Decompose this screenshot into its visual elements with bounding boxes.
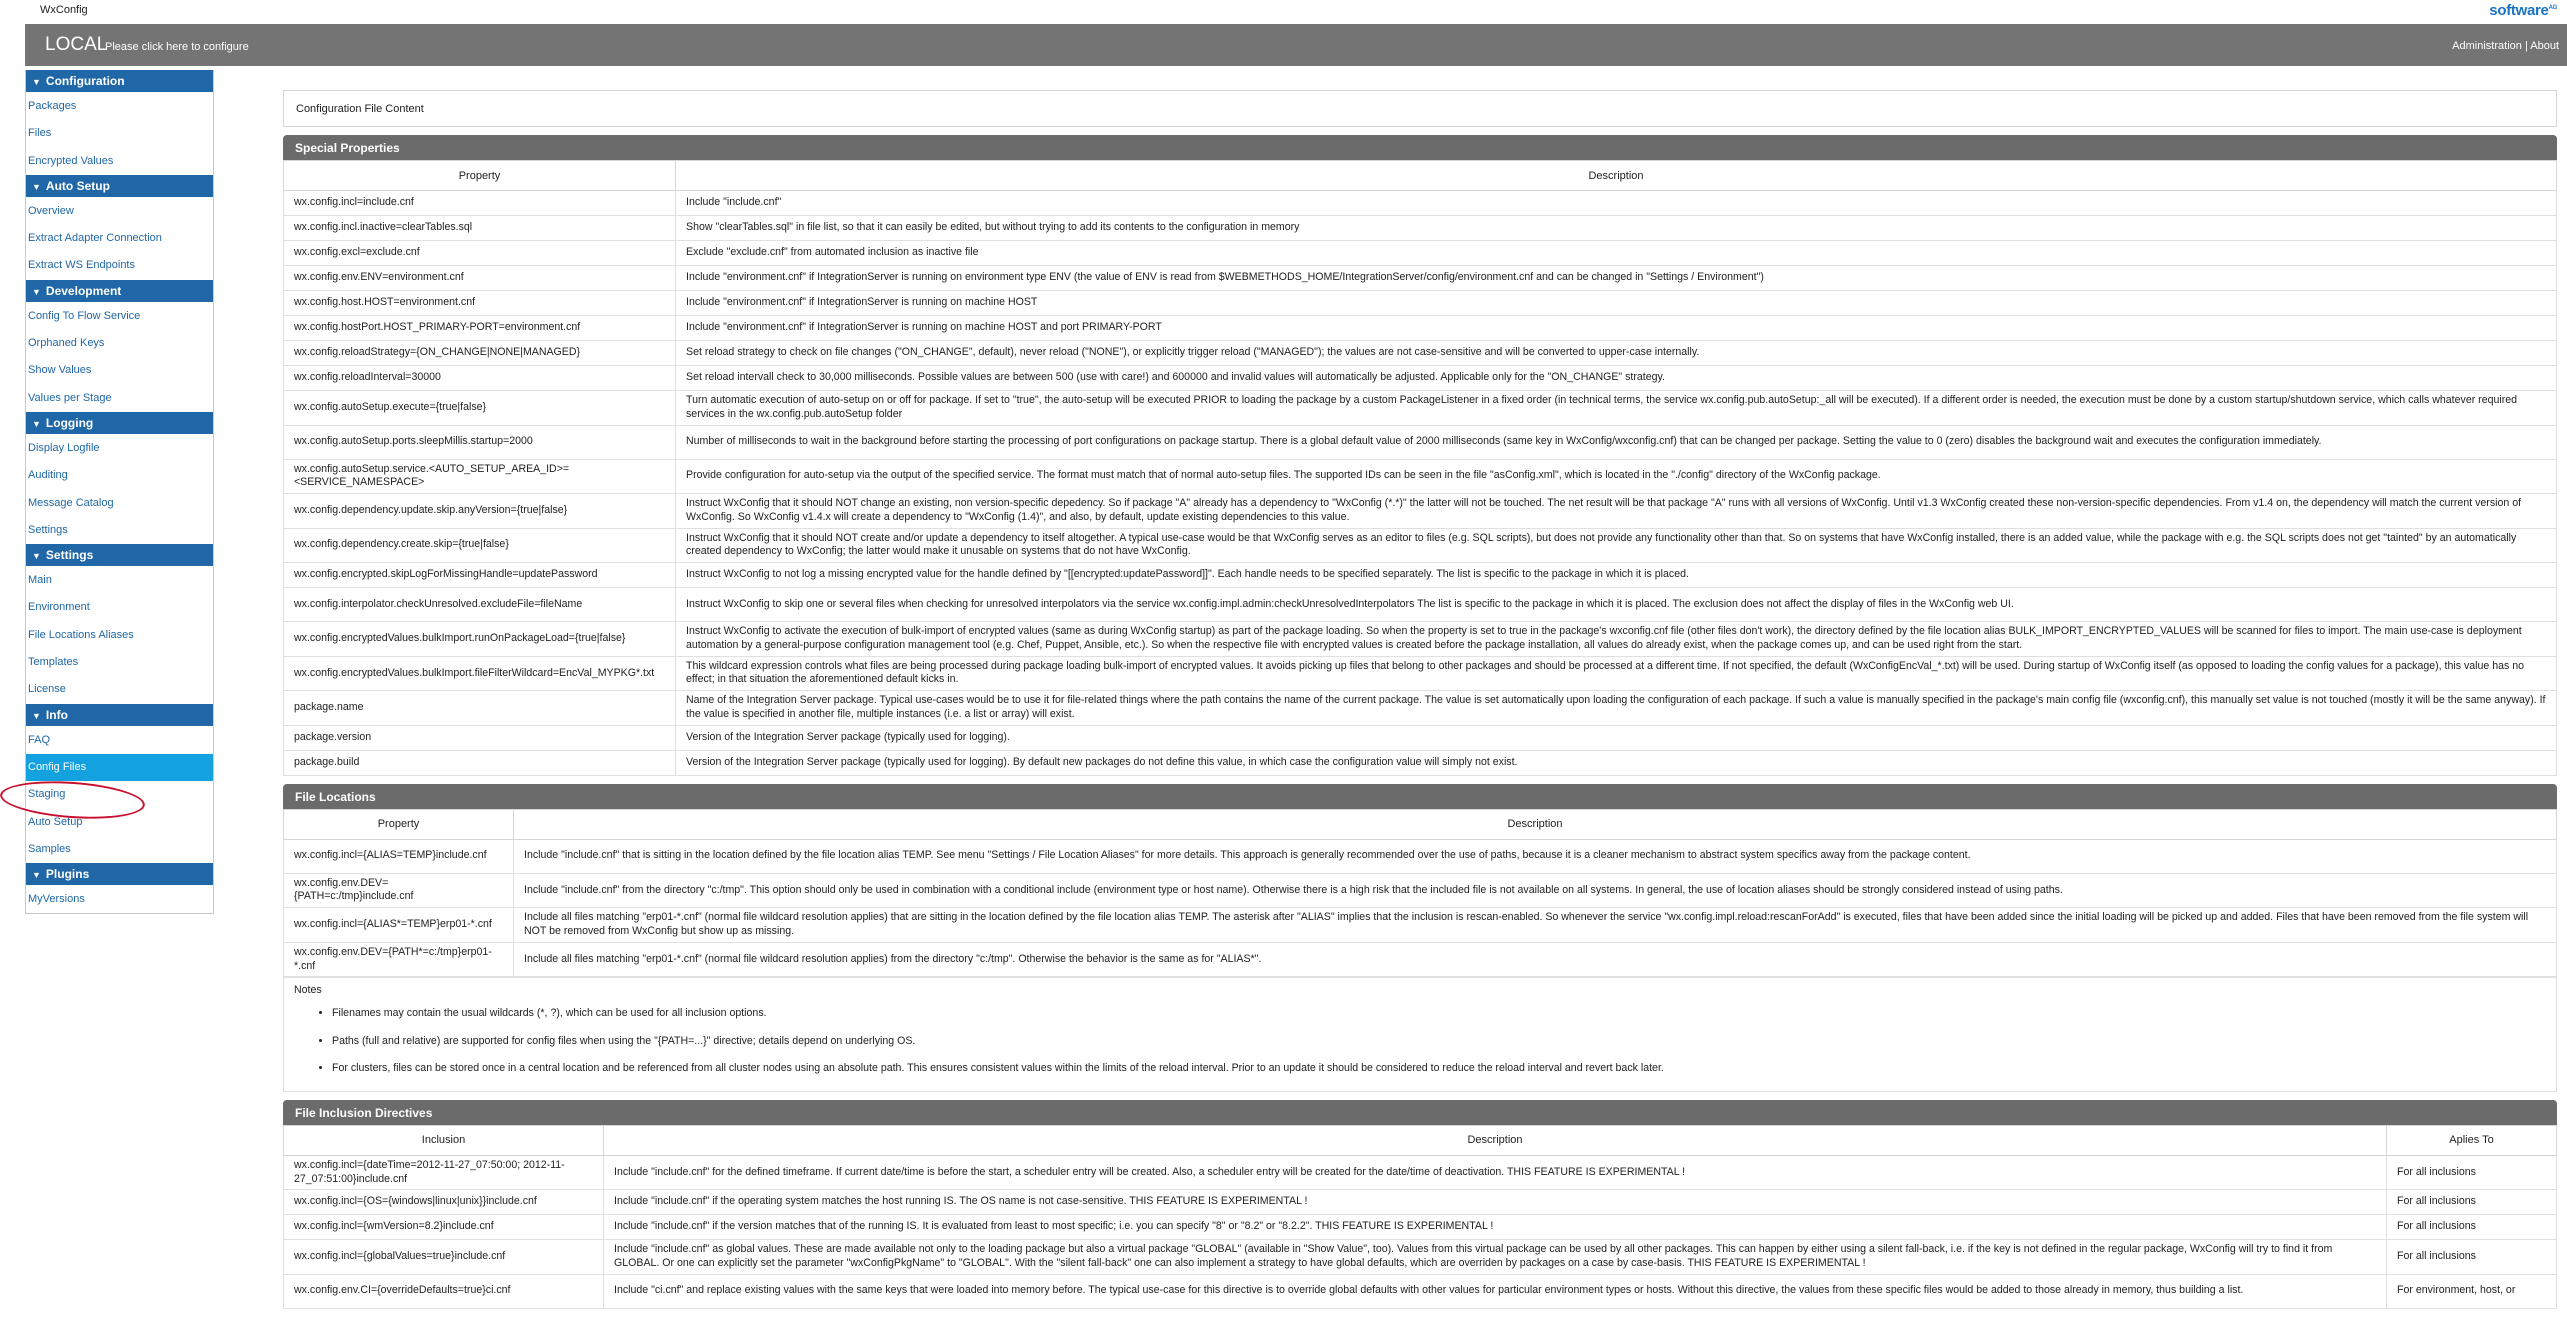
file-inclusion-section <box>283 1100 2557 1309</box>
description-cell: Version of the Integration Server package (typically used for logging). By default new packages do not define this value, in which case the configuration value will simply not exist. <box>676 750 2557 775</box>
configure-link[interactable]: Please click here to configure <box>105 41 249 53</box>
table-row <box>284 656 2557 691</box>
sidebar-item-faq[interactable]: FAQ <box>28 733 51 746</box>
content-title: Configuration File Content <box>283 90 2557 127</box>
description-cell: Instruct WxConfig that it should NOT change an existing, non version-specific depedency. So if package "A" already has a dependency to "WxConfig (*.*)" the latter will not be touched. The net result will be that package "A" runs with all versions of WxConfig. Until v1.3 WxConfig created these non-version-specific dependencies. From v1.4 on, the dependency will match the current version of WxConfig. So WxConfig v1.4.x will create a dependency to "WxConfig (1.4)", and also, by default, update existing dependencies to this value. <box>676 494 2557 529</box>
table-row <box>284 391 2557 426</box>
table-row <box>284 425 2557 459</box>
description-cell: Set reload intervall check to 30,000 milliseconds. Possible values are between 500 (use with care!) and 600000 and invalid values will automatically be adjusted. Applicable only for the "ON_CHANGE" strategy. <box>676 366 2557 391</box>
sidebar-group-label: Settings <box>45 548 94 563</box>
table-row <box>284 622 2557 657</box>
table-row <box>284 942 2557 977</box>
main-content <box>283 90 2557 1309</box>
property-cell: wx.config.dependency.create.skip={true|false} <box>284 528 676 563</box>
column-header-description: Description <box>676 161 2557 191</box>
sidebar-group-info[interactable] <box>26 704 213 727</box>
property-cell: package.build <box>284 750 676 775</box>
description-cell: Set reload strategy to check on file changes ("ON_CHANGE", default), never reload ("NONE"), or explicitly trigger reload ("MANAGED"); the values are not case-sensitive and will be converted to upper-case internally. <box>676 341 2557 366</box>
property-cell: wx.config.host.HOST=environment.cnf <box>284 291 676 316</box>
sidebar-item-settings[interactable]: Settings <box>28 523 68 536</box>
triangle-down-icon: ▼ <box>32 181 41 192</box>
applies-to-cell: For all inclusions <box>2387 1215 2557 1240</box>
sidebar-group-logging[interactable] <box>26 412 213 435</box>
sidebar-item-auto-setup[interactable]: Auto Setup <box>28 815 83 828</box>
description-cell: Include "include.cnf" if the version matches that of the running IS. It is evaluated from least to most specific; i.e. you can specify "8" or "8.2" or "8.2.2". THIS FEATURE IS EXPERIMENTAL ! <box>604 1215 2387 1240</box>
property-cell: wx.config.encryptedValues.bulkImport.fileFilterWildcard=EncVal_MYPKG*.txt <box>284 656 676 691</box>
sidebar-group-label: Info <box>45 707 68 722</box>
app-title: WxConfig <box>40 4 88 16</box>
property-cell: wx.config.env.ENV=environment.cnf <box>284 266 676 291</box>
file-inclusion-header: File Inclusion Directives <box>283 1100 2557 1125</box>
sidebar-item-myversions[interactable]: MyVersions <box>28 893 85 906</box>
file-locations-table <box>283 809 2557 978</box>
sidebar-item-auditing[interactable]: Auditing <box>28 469 68 482</box>
software-ag-logo: software$^{AG}$ <box>2489 2 2557 19</box>
description-cell: Instruct WxConfig to skip one or several files when checking for unresolved interpolators via the service wx.config.impl.admin:checkUnresolvedInterpolators The list is specific to the package in which it is placed. The exclusion does not affect the display of files in the WxConfig web UI. <box>676 588 2557 622</box>
property-cell: wx.config.autoSetup.service.<AUTO_SETUP_AREA_ID>=<SERVICE_NAMESPACE> <box>284 459 676 494</box>
property-cell: package.name <box>284 691 676 726</box>
table-row <box>284 341 2557 366</box>
sidebar-item-environment[interactable]: Environment <box>28 601 90 614</box>
sidebar-item-orphaned-keys[interactable]: Orphaned Keys <box>28 337 105 350</box>
table-row <box>284 873 2557 908</box>
description-cell: Include "include.cnf" if the operating system matches the host running IS. The OS name is not case-sensitive. THIS FEATURE IS EXPERIMENTAL ! <box>604 1190 2387 1215</box>
triangle-down-icon: ▼ <box>32 870 41 881</box>
property-cell: wx.config.dependency.update.skip.anyVersion={true|false} <box>284 494 676 529</box>
description-cell: Include "include.cnf" that is sitting in the location defined by the file location alias TEMP. See menu "Settings / File Location Aliases" for more details. This approach is generally recommended over the use of paths, because it is a cleaner mechanism to abstract system specifics away from the package content. <box>514 839 2557 873</box>
applies-to-cell: For all inclusions <box>2387 1240 2557 1275</box>
property-cell: wx.config.excl=exclude.cnf <box>284 241 676 266</box>
sidebar-item-files[interactable]: Files <box>28 127 52 140</box>
table-row <box>284 725 2557 750</box>
description-cell: Include all files matching "erp01-*.cnf" (normal file wildcard resolution applies) that are sitting in the location defined by the file location alias TEMP. The asterisk after "ALIAS" implies that the inclusion is rescan-enabled. So whenever the service "wx.config.impl.reload:rescanForAdd" is executed, files that have been added since the initial loading will be picked up and added. Files that have been removed from the file system will NOT be removed from WxConfig but show up as missing. <box>514 908 2557 943</box>
table-row <box>284 908 2557 943</box>
sidebar-group-development[interactable] <box>26 280 213 303</box>
administration-link[interactable]: Administration <box>2452 40 2522 52</box>
property-cell: wx.config.env.DEV={PATH=c:/tmp}include.cnf <box>284 873 514 908</box>
property-cell: wx.config.reloadInterval=30000 <box>284 366 676 391</box>
table-row <box>284 266 2557 291</box>
file-locations-section <box>283 784 2557 1092</box>
sidebar-group-settings[interactable] <box>26 544 213 567</box>
table-row <box>284 563 2557 588</box>
description-cell: Include "environment.cnf" if IntegrationServer is running on machine HOST and port PRIMARY-PORT <box>676 316 2557 341</box>
triangle-down-icon: ▼ <box>32 551 41 562</box>
description-cell: Instruct WxConfig to not log a missing encrypted value for the handle defined by "[[encrypted:updatePassword]]". Each handle needs to be specified separately. The list is specific to the package in which it is placed. <box>676 563 2557 588</box>
table-row <box>284 528 2557 563</box>
sidebar-item-overview[interactable]: Overview <box>28 204 74 217</box>
table-row <box>284 1274 2557 1308</box>
description-cell: Show "clearTables.sql" in file list, so that it can easily be edited, but without trying to add its contents to the configuration in memory <box>676 216 2557 241</box>
notes-block <box>283 977 2557 1092</box>
property-cell: wx.config.autoSetup.ports.sleepMillis.startup=2000 <box>284 425 676 459</box>
sidebar-group-label: Logging <box>45 415 94 430</box>
sidebar-item-extract-ws-endpoints[interactable]: Extract WS Endpoints <box>28 259 135 272</box>
property-cell: wx.config.interpolator.checkUnresolved.excludeFile=fileName <box>284 588 676 622</box>
column-header-property: Property <box>284 161 676 191</box>
note-item: • For clusters, files can be stored once in a central location and be referenced from all cluster nodes using an absolute path. This ensures consistent values within the limits of the reload interval. Prior to an update it should be considered to reduce the reload interval and revert back later. <box>332 1055 2546 1083</box>
sidebar-item-message-catalog[interactable]: Message Catalog <box>28 496 114 509</box>
description-cell: Name of the Integration Server package. Typical use-cases would be to use it for file-related things where the path contains the name of the current package. The value is set automatically upon loading the configuration of each package. If such a value is manually specified in the package's main config file (wxconfig.cnf), this manually set value is not touched (mostly it will be the same anyway). If the value is specified in another file, multiple instances (i.e. a list or array) will exist. <box>676 691 2557 726</box>
description-cell: Include all files matching "erp01-*.cnf" (normal file wildcard resolution applies) from the directory "c:/tmp". Otherwise the behavior is the same as for "ALIAS*". <box>514 942 2557 977</box>
description-cell: Include "include.cnf" from the directory "c:/tmp". This option should only be used in combination with a conditional include (environment type or host name). Otherwise there is a high risk that the included file is not available on all systems. In general, the use of location aliases should be strongly considered instead of using paths. <box>514 873 2557 908</box>
note-item: • Filenames may contain the usual wildcards (*, ?), which can be used for all inclusion options. <box>332 1000 2546 1028</box>
applies-to-cell: For environment, host, or <box>2387 1274 2557 1308</box>
table-row <box>284 191 2557 216</box>
special-properties-table <box>283 160 2557 776</box>
property-cell: wx.config.env.DEV={PATH*=c:/tmp}erp01-*.cnf <box>284 942 514 977</box>
table-row <box>284 316 2557 341</box>
file-inclusion-table <box>283 1125 2557 1309</box>
notes-list <box>294 1000 2546 1083</box>
description-cell: Include "environment.cnf" if IntegrationServer is running on environment type ENV (the value of ENV is read from $WEBMETHODS_HOME/IntegrationServer/config/environment.cnf and can be changed in "Settings / Environment") <box>676 266 2557 291</box>
description-cell: Provide configuration for auto-setup via the output of the specified service. The format must match that of normal auto-setup files. The supported IDs can be seen in the file "asConfig.xml", which is located in the "./config" directory of the WxConfig package. <box>676 459 2557 494</box>
description-cell: Include "environment.cnf" if IntegrationServer is running on machine HOST <box>676 291 2557 316</box>
inclusion-cell: wx.config.incl={dateTime=2012-11-27_07:50:00; 2012-11-27_07:51:00}include.cnf <box>284 1155 604 1190</box>
property-cell: wx.config.encrypted.skipLogForMissingHandle=updatePassword <box>284 563 676 588</box>
table-row <box>284 1155 2557 1190</box>
sidebar-item-file-locations-aliases[interactable]: File Locations Aliases <box>28 628 134 641</box>
admin-links <box>2452 40 2559 52</box>
sidebar-group-configuration[interactable] <box>26 70 213 93</box>
description-cell: Exclude "exclude.cnf" from automated inclusion as inactive file <box>676 241 2557 266</box>
sidebar-item-config-to-flow-service[interactable]: Config To Flow Service <box>28 309 141 322</box>
triangle-down-icon: ▼ <box>32 418 41 429</box>
sidebar-item-main[interactable]: Main <box>28 574 52 587</box>
description-cell: Instruct WxConfig to activate the execution of bulk-import of encrypted values (same as during WxConfig startup) as part of the package loading. So when the property is set to true in the package's wxconfig.cnf file (other files don't work), the directory defined by the file location alias BULK_IMPORT_ENCRYPTED_VALUES will be scanned for files to import. The main use-case is deployment automation by a general-purpose configuration management tool (e.g. Chef, Puppet, Ansible, etc.). So when the respective file with encrypted values is created before the package installation, all values do already exist, when the package comes up, and can be used right from the start. <box>676 622 2557 657</box>
sidebar-item-config-files[interactable]: Config Files <box>26 754 213 781</box>
table-row <box>284 588 2557 622</box>
sidebar-item-encrypted-values[interactable]: Encrypted Values <box>28 154 114 167</box>
table-row <box>284 839 2557 873</box>
table-row <box>284 750 2557 775</box>
description-cell: This wildcard expression controls what files are being processed during package loading bulk-import of encrypted values. It avoids picking up files that belong to other packages and should be processed at a different time. If not specified, the default (WxConfigEncVal_*.txt) will be used. During startup of WxConfig itself (as opposed to loading the config values for a package), this value has no effect; in that situation the aforementioned default kicks in. <box>676 656 2557 691</box>
table-row <box>284 291 2557 316</box>
description-cell: Instruct WxConfig that it should NOT create and/or update a dependency to itself altogether. A typical use-case would be that WxConfig serves as an editor to files (e.g. SQL scripts), but does not provide any functionality other than that. So on systems that have WxConfig installed, there is an added value, while the package with e.g. the SQL scripts does not get "tainted" by an automatically created dependency to WxConfig; the latter would make it unusable on systems that do not have WxConfig. <box>676 528 2557 563</box>
property-cell: wx.config.incl={ALIAS=TEMP}include.cnf <box>284 839 514 873</box>
property-cell: wx.config.incl.inactive=clearTables.sql <box>284 216 676 241</box>
property-cell: wx.config.encryptedValues.bulkImport.runOnPackageLoad={true|false} <box>284 622 676 657</box>
special-properties-header: Special Properties <box>283 135 2557 160</box>
environment-label: LOCAL <box>45 34 108 55</box>
column-header-applies-to: Aplies To <box>2387 1125 2557 1155</box>
column-header-description: Description <box>604 1125 2387 1155</box>
applies-to-cell: For all inclusions <box>2387 1190 2557 1215</box>
sidebar-item-show-values[interactable]: Show Values <box>28 364 92 377</box>
sidebar-item-values-per-stage[interactable]: Values per Stage <box>28 391 112 404</box>
separator: | <box>2524 40 2528 52</box>
table-row <box>284 459 2557 494</box>
inclusion-cell: wx.config.incl={globalValues=true}include.cnf <box>284 1240 604 1275</box>
sidebar-group-label: Auto Setup <box>45 178 110 193</box>
property-cell: package.version <box>284 725 676 750</box>
triangle-down-icon: ▼ <box>32 77 41 87</box>
table-row <box>284 494 2557 529</box>
sidebar-nav <box>25 70 214 914</box>
property-cell: wx.config.incl={ALIAS*=TEMP}erp01-*.cnf <box>284 908 514 943</box>
sidebar-item-display-logfile[interactable]: Display Logfile <box>28 441 100 454</box>
sidebar-group-label: Development <box>45 283 122 298</box>
inclusion-cell: wx.config.env.CI={overrideDefaults=true}ci.cnf <box>284 1274 604 1308</box>
inclusion-cell: wx.config.incl={OS={windows|linux|unix}}include.cnf <box>284 1190 604 1215</box>
sidebar-group-auto-setup[interactable] <box>26 175 213 198</box>
applies-to-cell: For all inclusions <box>2387 1155 2557 1190</box>
property-cell: wx.config.reloadStrategy={ON_CHANGE|NONE|MANAGED} <box>284 341 676 366</box>
top-header <box>25 24 2567 66</box>
about-link[interactable]: About <box>2530 40 2559 52</box>
sidebar-group-plugins[interactable] <box>26 863 213 886</box>
description-cell: Include "include.cnf" <box>676 191 2557 216</box>
sidebar-group-label: Configuration <box>45 74 125 88</box>
sidebar-item-samples[interactable]: Samples <box>28 842 71 855</box>
triangle-down-icon: ▼ <box>32 286 41 297</box>
description-cell: Version of the Integration Server package (typically used for logging). <box>676 725 2557 750</box>
note-item: • Paths (full and relative) are supported for config files when using the "{PATH=...}" directive; details depend on underlying OS. <box>332 1028 2546 1056</box>
column-header-description: Description <box>514 809 2557 839</box>
special-properties-section <box>283 135 2557 776</box>
table-row <box>284 1215 2557 1240</box>
title-strip <box>0 0 2567 22</box>
description-cell: Number of milliseconds to wait in the background before starting the processing of port configurations on package startup. There is a global default value of 2000 milliseconds (same key in WxConfig/wxconfig.cnf) that can be changed per package. Setting the value to 0 (zero) disables the background wait and executes the configuration immediately. <box>676 425 2557 459</box>
table-row <box>284 1240 2557 1275</box>
notes-title: Notes <box>294 984 322 997</box>
triangle-down-icon: ▼ <box>32 710 41 721</box>
sidebar-group-label: Plugins <box>45 867 90 882</box>
property-cell: wx.config.hostPort.HOST_PRIMARY-PORT=environment.cnf <box>284 316 676 341</box>
description-cell: Include "include.cnf" for the defined timeframe. If current date/time is before the start, a scheduler entry will be created. Also, a scheduler entry will be created for the date/time of deactivation. THIS FEATURE IS EXPERIMENTAL ! <box>604 1155 2387 1190</box>
table-row <box>284 241 2557 266</box>
table-row <box>284 691 2557 726</box>
table-row <box>284 1190 2557 1215</box>
sidebar-item-staging[interactable]: Staging <box>28 788 66 801</box>
sidebar-item-packages[interactable]: Packages <box>28 100 77 112</box>
table-row <box>284 366 2557 391</box>
description-cell: Turn automatic execution of auto-setup on or off for package. If set to "true", the auto-setup will be executed PRIOR to loading the package by a custom PackageListener in a fixed order (in technical terms, the service wx.config.pub.autoSetup:_all will be executed). If a different order is needed, the execution must be done by a custom startup/shutdown service, which calls whatever required services in the wx.config.pub.autoSetup folder <box>676 391 2557 426</box>
property-cell: wx.config.incl=include.cnf <box>284 191 676 216</box>
column-header-inclusion: Inclusion <box>284 1125 604 1155</box>
sidebar-item-license[interactable]: License <box>28 683 66 696</box>
column-header-property: Property <box>284 809 514 839</box>
table-row <box>284 216 2557 241</box>
description-cell: Include "include.cnf" as global values. These are made available not only to the loading package but also a virtual package "GLOBAL" (available in "Show Value", too). Values from this virtual package can be used by all other packages. This can happen by either using a silent fall-back, i.e. if the key is not defined in the regular package, WxConfig will try to find it from GLOBAL. Or one can explicitly set the parameter "wxConfigPkgName" to "GLOBAL". With the "silent fall-back" one can also implement a strategy to have global defaults, which are overriden by packages on a case by case-basis. THIS FEATURE IS EXPERIMENTAL ! <box>604 1240 2387 1275</box>
sidebar-item-extract-adapter-connection[interactable]: Extract Adapter Connection <box>28 232 162 245</box>
sidebar-item-templates[interactable]: Templates <box>28 656 79 669</box>
property-cell: wx.config.autoSetup.execute={true|false} <box>284 391 676 426</box>
file-locations-header: File Locations <box>283 784 2557 809</box>
description-cell: Include "ci.cnf" and replace existing values with the same keys that were loaded into memory before. The typical use-case for this directive is to override global defaults with other values for particular environment types or hosts. Without this directive, the values from these specific files would be added to those already in memory, thus building a list. <box>604 1274 2387 1308</box>
inclusion-cell: wx.config.incl={wmVersion=8.2}include.cnf <box>284 1215 604 1240</box>
